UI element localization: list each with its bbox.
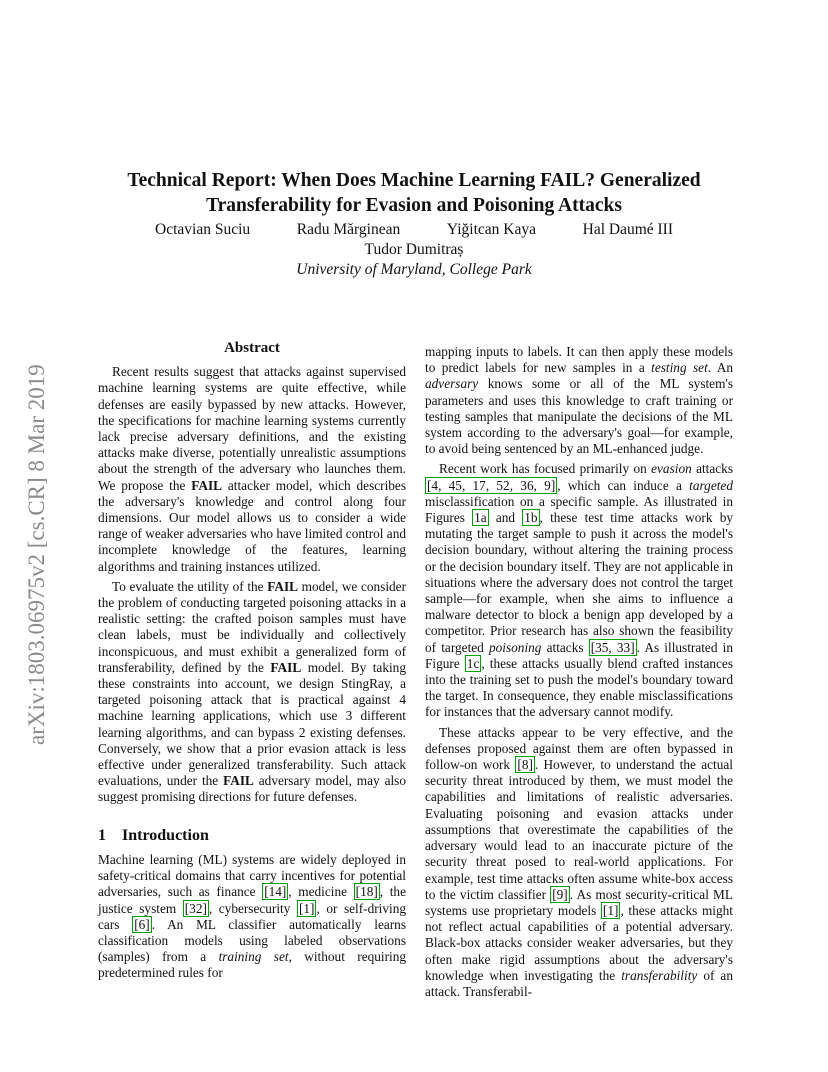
text-run: attacks — [541, 639, 589, 655]
body-paragraph-2 — [425, 461, 733, 720]
citation-link[interactable]: [1] — [298, 900, 315, 916]
affiliation: University of Maryland, College Park — [296, 261, 532, 278]
italic-term: adversary — [425, 376, 479, 392]
text-run: , cybersecurity — [208, 900, 297, 916]
text-run: of an attack. Transferabil- — [425, 967, 733, 999]
arxiv-id-text: arXiv:1803.06975v2 [cs.CR] 8 Mar 2019 — [24, 364, 49, 745]
text-run: Recent results suggest that attacks against supervised machine learning systems are quite effective, while defenses are easily bypassed by new attacks. However, the specifications for machine learning systems currently lack precise adversary definitions, and the existing attacks make diverse, potentially unrealistic assumptions about the strength of the adversary who launches them. We propose the — [98, 364, 406, 493]
citation-link[interactable]: [8] — [517, 757, 533, 773]
text-run: mapping inputs to labels. It can then apply these models to predict labels for new samples in a — [425, 344, 733, 376]
citation-link[interactable]: [1] — [602, 902, 619, 918]
abstract-paragraph-2 — [98, 579, 406, 806]
text-run: model. By taking these constraints into account, we design StingRay, a targeted poisoning attack that is practical against 4 machine learning applications, which use 3 different learning algorithms, and can bypass 2 existing defenses. Conversely, we show that a prior evasion attack is less effective under generalized transferability. Such attack evaluations, under the — [98, 659, 406, 789]
text-run: Recent work has focused primarily on — [439, 461, 652, 477]
figure-link[interactable]: 1a — [474, 510, 487, 526]
section-heading-introduction — [98, 828, 406, 844]
text-run: Machine learning (ML) systems are widely deployed in safety-critical domains that carry incentives for potential adversaries, such as finance — [98, 851, 406, 900]
italic-term: evasion — [651, 461, 692, 477]
text-run: These attacks appear to be very effective, and the defenses proposed against them are often bypassed in follow-on work — [425, 724, 733, 773]
italic-term: transferability — [621, 967, 698, 983]
author-name: Octavian Suciu — [155, 221, 251, 238]
body-paragraph-3 — [425, 725, 733, 1000]
text-run: . However, to understand the actual security threat introduced by them, we must model the capabilities and limitations of realistic adversaries. Evaluating poisoning and evasion attacks under assumptions that overestimate the capabilities of the adversary would lead to an inaccurate picture of the security threat posed to real-world applications. For example, test time attacks often assume white-box access to the victim classifier — [425, 757, 733, 902]
author-name: Yiğitcan Kaya — [446, 221, 536, 238]
text-run: To evaluate the utility of the — [112, 578, 268, 594]
citation-link[interactable]: [35, 33] — [590, 639, 635, 655]
text-run: , or self-driving cars — [98, 900, 407, 932]
citation-link[interactable]: [32] — [184, 900, 207, 916]
author-name: Hal Daumé III — [582, 221, 673, 238]
text-run: , without requiring predetermined rules for — [98, 949, 406, 981]
text-run: model, we consider the problem of conducting targeted poisoning attacks in a realistic setting: the crafted poison samples must have clean labels, must be individually and collectively inconspicuous, and must exhibit a generalized form of transferability, defined by the — [98, 578, 406, 675]
section-number: 1 — [98, 826, 106, 844]
italic-term: training set — [218, 949, 289, 965]
text-run: adversary model, may also suggest promising directions for future defenses. — [98, 773, 406, 805]
text-run: , the justice system — [98, 884, 406, 916]
author-name: Tudor Dumitraș — [364, 241, 464, 258]
paper-title — [95, 168, 733, 218]
text-run: knows some or all of the ML system's parameters and uses this knowledge to craft training or testing samples that manipulate the decisions of the ML system according to the adversary's goal—for example, to avoid being sentenced by an ML-enhanced judge. — [425, 376, 733, 457]
intro-paragraph-1 — [98, 852, 406, 982]
figure-link[interactable]: 1b — [524, 510, 538, 526]
citation-link[interactable]: [6] — [134, 916, 150, 932]
italic-term: poisoning — [488, 639, 542, 655]
citation-link[interactable]: [4, 45, 17, 52, 36, 9] — [427, 477, 556, 493]
text-run: . An ML classifier automatically learns classification models using labeled observations (samples) from a — [98, 916, 406, 965]
text-run: , medicine — [288, 884, 354, 900]
citation-link[interactable]: [18] — [355, 884, 378, 900]
text-run: attacker model, which describes the adversary's knowledge and control along four dimensions. Our model allows us to consider a wide range of weaker adversaries who have limited control and incomplete knowledge of the features, learning algorithms and training instances utilized. — [98, 477, 406, 574]
citation-link[interactable]: [9] — [552, 886, 568, 902]
fail-term: FAIL — [223, 773, 254, 789]
abstract-heading: Abstract — [224, 340, 280, 356]
left-column — [98, 340, 406, 986]
fail-term: FAIL — [270, 659, 302, 675]
fail-term: FAIL — [267, 578, 299, 594]
title-line-1: Technical Report: When Does Machine Learning FAIL? Generalized — [127, 170, 701, 191]
italic-term: targeted — [689, 477, 733, 493]
text-run: . As most security-critical ML systems use proprietary models — [425, 886, 733, 918]
text-run: . As illustrated in Figure — [425, 639, 733, 671]
body-paragraph-1 — [425, 344, 733, 457]
italic-term: testing set — [651, 360, 708, 376]
text-run: . An — [707, 360, 733, 376]
text-run: misclassification on a specific sample. As illustrated in Figures — [425, 493, 733, 526]
abstract-paragraph-1 — [98, 364, 406, 575]
text-run: , which can induce a — [557, 477, 690, 493]
text-run: , these test time attacks work by mutating the target sample to push it across the model's decision boundary, without altering the training process or the decision boundary itself. They are not applicable in situations where the adversary does not control the target sample—for example, when she aims to influence a malware detector to block a benign app developed by a competitor. Prior research has also shown the feasibility of targeted — [425, 510, 733, 655]
text-run: , these attacks might not reflect actual capabilities of a potential adversary. Black-box attacks consider weaker adversaries, but they often make rigid assumptions about the adversary's knowledge when investigating the — [425, 902, 733, 983]
fail-term: FAIL — [191, 477, 223, 493]
text-run: , these attacks usually blend crafted instances into the training set to push the model's boundary toward the target. In consequence, they enable misclassifications for instances that the adversary cannot modify. — [425, 655, 733, 720]
section-title: Introduction — [122, 826, 209, 844]
text-run: attacks — [691, 461, 734, 477]
text-run: and — [488, 510, 523, 526]
figure-link[interactable]: 1c — [466, 655, 480, 671]
right-column — [425, 344, 733, 1004]
author-name: Radu Mărginean — [296, 221, 401, 238]
author-row — [95, 220, 733, 240]
citation-link[interactable]: [14] — [264, 884, 287, 900]
title-line-2: Transferability for Evasion and Poisoning Attacks — [206, 195, 622, 216]
arxiv-identifier-stamp — [8, 290, 60, 750]
author-block — [95, 220, 733, 280]
